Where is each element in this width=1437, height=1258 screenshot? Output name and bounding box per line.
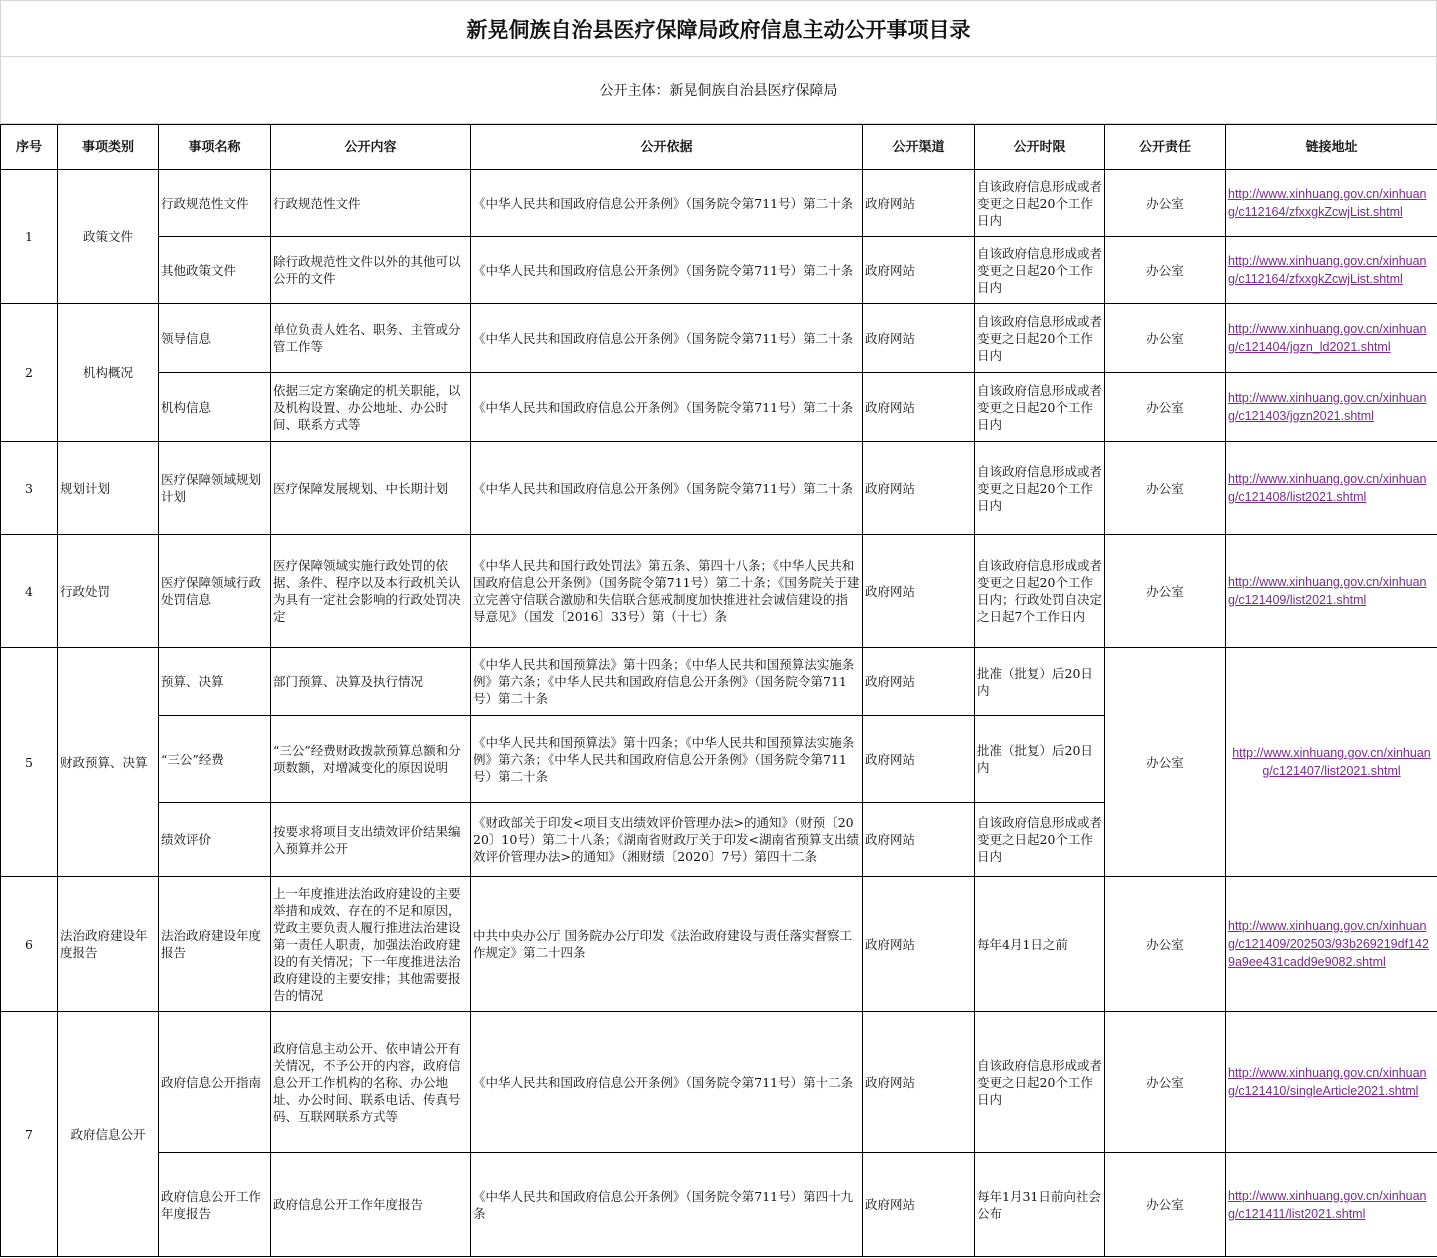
cell-channel: 政府网站: [863, 373, 975, 442]
link-url[interactable]: http://www.xinhuang.gov.cn/xinhuang/c121410/singleArticle2021.shtml: [1228, 1066, 1427, 1098]
cell-name: “三公”经费: [159, 716, 271, 803]
link-url[interactable]: http://www.xinhuang.gov.cn/xinhuang/c121404/jgzn_ld2021.shtml: [1228, 322, 1427, 354]
cell-time-limit: 每年1月31日前向社会公布: [975, 1153, 1105, 1257]
cell-channel: 政府网站: [863, 535, 975, 648]
cell-link: [1226, 1153, 1437, 1257]
cell-name: 政府信息公开指南: [159, 1012, 271, 1153]
cell-time-limit: 自该政府信息形成或者变更之日起20个工作日内: [975, 304, 1105, 373]
cell-content: 行政规范性文件: [271, 170, 471, 237]
cell-name: 政府信息公开工作年度报告: [159, 1153, 271, 1257]
cell-time-limit: 自该政府信息形成或者变更之日起20个工作日内；行政处罚自决定之日起7个工作日内: [975, 535, 1105, 648]
col-header-basis: 公开依据: [471, 125, 863, 170]
cell-responsibility: 办公室: [1105, 648, 1226, 877]
table-row: [1, 237, 1437, 304]
cell-time-limit: 自该政府信息形成或者变更之日起20个工作日内: [975, 237, 1105, 304]
cell-name: 其他政策文件: [159, 237, 271, 304]
cell-time-limit: 批准（批复）后20日内: [975, 716, 1105, 803]
cell-seq: 6: [1, 877, 58, 1012]
publisher-subject: 公开主体：新晃侗族自治县医疗保障局: [0, 56, 1437, 124]
cell-responsibility: 办公室: [1105, 304, 1226, 373]
col-header-time-limit: 公开时限: [975, 125, 1105, 170]
table-row: [1, 535, 1437, 648]
cell-basis: 《中华人民共和国政府信息公开条例》（国务院令第711号）第十二条: [471, 1012, 863, 1153]
cell-content: 单位负责人姓名、职务、主管或分管工作等: [271, 304, 471, 373]
cell-time-limit: 自该政府信息形成或者变更之日起20个工作日内: [975, 373, 1105, 442]
cell-basis: 《中华人民共和国政府信息公开条例》（国务院令第711号）第四十九条: [471, 1153, 863, 1257]
cell-responsibility: 办公室: [1105, 442, 1226, 535]
cell-channel: 政府网站: [863, 877, 975, 1012]
cell-name: 预算、决算: [159, 648, 271, 716]
cell-link: [1226, 442, 1437, 535]
cell-channel: 政府网站: [863, 1153, 975, 1257]
cell-responsibility: 办公室: [1105, 535, 1226, 648]
link-url[interactable]: http://www.xinhuang.gov.cn/xinhuang/c121408/list2021.shtml: [1228, 472, 1427, 504]
cell-seq: 5: [1, 648, 58, 877]
cell-basis: 中共中央办公厅 国务院办公厅印发《法治政府建设与责任落实督察工作规定》第二十四条: [471, 877, 863, 1012]
table-row: [1, 304, 1437, 373]
link-url[interactable]: http://www.xinhuang.gov.cn/xinhuang/c121407/list2021.shtml: [1232, 746, 1431, 778]
table-row: [1, 1153, 1437, 1257]
cell-responsibility: 办公室: [1105, 170, 1226, 237]
cell-seq: 4: [1, 535, 58, 648]
cell-basis: 《中华人民共和国政府信息公开条例》（国务院令第711号）第二十条: [471, 442, 863, 535]
cell-basis: 《中华人民共和国行政处罚法》第五条、第四十八条；《中华人民共和国政府信息公开条例》（国务院令第711号）第二十条；《国务院关于建立完善守信联合激励和失信联合惩戒制度加快推进社会诚信建设的指导意见》（国发〔2016〕33号）第（十七）条: [471, 535, 863, 648]
col-header-category: 事项类别: [58, 125, 159, 170]
cell-responsibility: 办公室: [1105, 1012, 1226, 1153]
cell-name: 机构信息: [159, 373, 271, 442]
cell-basis: 《中华人民共和国政府信息公开条例》（国务院令第711号）第二十条: [471, 237, 863, 304]
cell-seq: 2: [1, 304, 58, 442]
cell-content: 上一年度推进法治政府建设的主要举措和成效、存在的不足和原因，党政主要负责人履行推进法治建设第一责任人职责，加强法治政府建设的有关情况；下一年度推进法治政府建设的主要安排；其他需要报告的情况: [271, 877, 471, 1012]
cell-content: 政府信息主动公开、依申请公开有关情况，不予公开的内容，政府信息公开工作机构的名称、办公地址、办公时间、联系电话、传真号码、互联网联系方式等: [271, 1012, 471, 1153]
col-header-link: 链接地址: [1226, 125, 1437, 170]
cell-content: 依据三定方案确定的机关职能，以及机构设置、办公地址、办公时间、联系方式等: [271, 373, 471, 442]
cell-responsibility: 办公室: [1105, 237, 1226, 304]
cell-link: [1226, 237, 1437, 304]
cell-channel: 政府网站: [863, 304, 975, 373]
col-header-channel: 公开渠道: [863, 125, 975, 170]
cell-responsibility: 办公室: [1105, 373, 1226, 442]
cell-name: 医疗保障领域行政处罚信息: [159, 535, 271, 648]
link-url[interactable]: http://www.xinhuang.gov.cn/xinhuang/c121409/202503/93b269219df1429a9ee431cadd9e9082.shtml: [1228, 919, 1429, 969]
cell-seq: 3: [1, 442, 58, 535]
table-row: [1, 170, 1437, 237]
cell-responsibility: 办公室: [1105, 1153, 1226, 1257]
cell-name: 医疗保障领域规划计划: [159, 442, 271, 535]
cell-category: 政府信息公开: [58, 1012, 159, 1257]
cell-basis: 《中华人民共和国预算法》第十四条；《中华人民共和国预算法实施条例》第六条；《中华人民共和国政府信息公开条例》（国务院令第711号）第二十条: [471, 716, 863, 803]
cell-link: [1226, 373, 1437, 442]
cell-category: 机构概况: [58, 304, 159, 442]
col-header-seq: 序号: [1, 125, 58, 170]
cell-channel: 政府网站: [863, 648, 975, 716]
table-row: [1, 877, 1437, 1012]
cell-seq: 7: [1, 1012, 58, 1257]
cell-time-limit: 批准（批复）后20日内: [975, 648, 1105, 716]
cell-name: 领导信息: [159, 304, 271, 373]
cell-time-limit: 自该政府信息形成或者变更之日起20个工作日内: [975, 1012, 1105, 1153]
cell-channel: 政府网站: [863, 237, 975, 304]
link-url[interactable]: http://www.xinhuang.gov.cn/xinhuang/c112164/zfxxgkZcwjList.shtml: [1228, 254, 1427, 286]
cell-category: 行政处罚: [58, 535, 159, 648]
cell-channel: 政府网站: [863, 803, 975, 877]
cell-name: 绩效评价: [159, 803, 271, 877]
cell-link: [1226, 170, 1437, 237]
cell-link: [1226, 304, 1437, 373]
cell-content: 部门预算、决算及执行情况: [271, 648, 471, 716]
cell-content: 按要求将项目支出绩效评价结果编入预算并公开: [271, 803, 471, 877]
cell-content: 医疗保障领域实施行政处罚的依据、条件、程序以及本行政机关认为具有一定社会影响的行政处罚决定: [271, 535, 471, 648]
cell-category: 法治政府建设年度报告: [58, 877, 159, 1012]
cell-link: [1226, 1012, 1437, 1153]
cell-time-limit: 自该政府信息形成或者变更之日起20个工作日内: [975, 170, 1105, 237]
cell-name: 行政规范性文件: [159, 170, 271, 237]
cell-time-limit: 每年4月1日之前: [975, 877, 1105, 1012]
link-url[interactable]: http://www.xinhuang.gov.cn/xinhuang/c121409/list2021.shtml: [1228, 575, 1427, 607]
cell-content: 医疗保障发展规划、中长期计划: [271, 442, 471, 535]
cell-basis: 《中华人民共和国预算法》第十四条；《中华人民共和国预算法实施条例》第六条；《中华人民共和国政府信息公开条例》（国务院令第711号）第二十条: [471, 648, 863, 716]
table-row: [1, 373, 1437, 442]
table-row: [1, 1012, 1437, 1153]
cell-category: 规划计划: [58, 442, 159, 535]
cell-content: 政府信息公开工作年度报告: [271, 1153, 471, 1257]
cell-link: [1226, 877, 1437, 1012]
cell-time-limit: 自该政府信息形成或者变更之日起20个工作日内: [975, 442, 1105, 535]
cell-category: 政策文件: [58, 170, 159, 304]
cell-channel: 政府网站: [863, 170, 975, 237]
cell-content: 除行政规范性文件以外的其他可以公开的文件: [271, 237, 471, 304]
cell-channel: 政府网站: [863, 442, 975, 535]
cell-content: “三公”经费财政拨款预算总额和分项数额，对增减变化的原因说明: [271, 716, 471, 803]
cell-name: 法治政府建设年度报告: [159, 877, 271, 1012]
cell-channel: 政府网站: [863, 716, 975, 803]
cell-time-limit: 自该政府信息形成或者变更之日起20个工作日内: [975, 803, 1105, 877]
table-row: [1, 648, 1437, 716]
cell-responsibility: 办公室: [1105, 877, 1226, 1012]
disclosure-table: [0, 124, 1437, 1257]
link-url[interactable]: http://www.xinhuang.gov.cn/xinhuang/c121403/jgzn2021.shtml: [1228, 391, 1427, 423]
header-row: [1, 125, 1437, 170]
link-url[interactable]: http://www.xinhuang.gov.cn/xinhuang/c121411/list2021.shtml: [1228, 1188, 1427, 1221]
cell-basis: 《中华人民共和国政府信息公开条例》（国务院令第711号）第二十条: [471, 170, 863, 237]
cell-basis: 《财政部关于印发<项目支出绩效评价管理办法>的通知》（财预〔2020〕10号）第二十八条；《湖南省财政厅关于印发<湖南省预算支出绩效评价管理办法>的通知》（湘财绩〔2020〕7号）第四十二条: [471, 803, 863, 877]
table-row: [1, 442, 1437, 535]
cell-link: [1226, 535, 1437, 648]
col-header-content: 公开内容: [271, 125, 471, 170]
cell-channel: 政府网站: [863, 1012, 975, 1153]
cell-seq: 1: [1, 170, 58, 304]
page-title: 新晃侗族自治县医疗保障局政府信息主动公开事项目录: [0, 0, 1437, 56]
cell-basis: 《中华人民共和国政府信息公开条例》（国务院令第711号）第二十条: [471, 304, 863, 373]
col-header-name: 事项名称: [159, 125, 271, 170]
cell-category: 财政预算、决算: [58, 648, 159, 877]
cell-link: [1226, 648, 1437, 877]
cell-basis: 《中华人民共和国政府信息公开条例》（国务院令第711号）第二十条: [471, 373, 863, 442]
col-header-responsibility: 公开责任: [1105, 125, 1226, 170]
link-url[interactable]: http://www.xinhuang.gov.cn/xinhuang/c112164/zfxxgkZcwjList.shtml: [1228, 187, 1427, 219]
